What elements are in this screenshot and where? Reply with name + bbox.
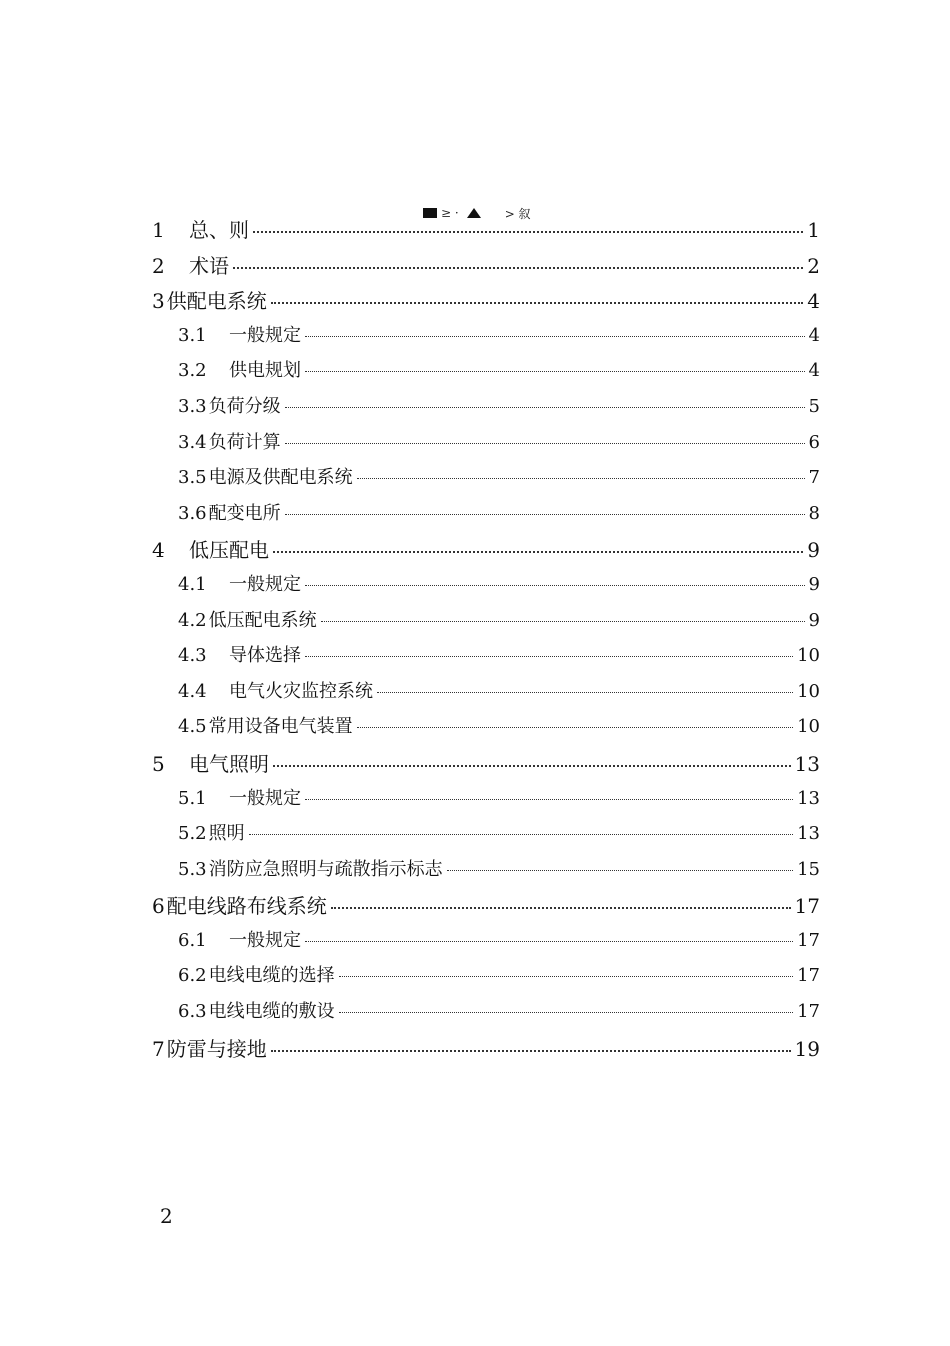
toc-entry-title: 负荷分级 xyxy=(208,395,281,417)
toc-entry[interactable] xyxy=(152,285,820,321)
toc-entry-number: 4.3 xyxy=(178,645,207,667)
toc-entry-page: 17 xyxy=(794,894,820,919)
toc-entry-number: 2 xyxy=(152,253,165,278)
table-of-contents xyxy=(152,214,820,1068)
toc-dot-leader xyxy=(339,976,793,977)
toc-entry-number: 4 xyxy=(152,538,165,563)
toc-dot-leader xyxy=(357,478,805,479)
toc-entry-title: 电线电缆的选择 xyxy=(208,965,335,987)
toc-entry-title: 防雷与接地 xyxy=(166,1036,267,1061)
toc-entry-title: 消防应急照明与疏散指示标志 xyxy=(208,858,443,880)
toc-dot-leader xyxy=(285,443,805,444)
toc-dot-leader xyxy=(305,336,805,337)
toc-entry[interactable] xyxy=(152,250,820,286)
toc-entry-title: 低压配电系统 xyxy=(208,609,317,631)
toc-entry-title: 电线电缆的敷设 xyxy=(208,1001,335,1023)
toc-entry-number: 4.1 xyxy=(178,573,207,595)
toc-entry-title: 一般规定 xyxy=(229,573,301,595)
toc-dot-leader xyxy=(339,1012,793,1013)
toc-entry-title: 配电线路布线系统 xyxy=(166,894,327,919)
toc-entry-page: 13 xyxy=(794,751,820,776)
toc-entry[interactable] xyxy=(152,890,820,926)
toc-entry-number: 5 xyxy=(152,751,165,776)
toc-entry-page: 10 xyxy=(797,645,820,667)
toc-entry-page: 13 xyxy=(797,787,820,809)
toc-entry-page: 8 xyxy=(808,502,820,524)
toc-dot-leader xyxy=(447,870,793,871)
toc-dot-leader xyxy=(305,941,793,942)
toc-entry-number: 3.3 xyxy=(178,395,207,417)
toc-entry-title: 电气照明 xyxy=(189,751,269,776)
toc-entry[interactable] xyxy=(152,1033,820,1069)
toc-entry[interactable] xyxy=(152,606,820,642)
toc-entry[interactable] xyxy=(152,677,820,713)
toc-dot-leader xyxy=(357,727,793,728)
header-right-text: > 叙 xyxy=(504,206,531,221)
toc-entry[interactable] xyxy=(152,997,820,1033)
toc-entry[interactable] xyxy=(152,356,820,392)
toc-entry-number: 6.2 xyxy=(178,965,207,987)
toc-entry[interactable] xyxy=(152,321,820,357)
toc-entry-title: 负荷计算 xyxy=(208,431,281,453)
toc-entry-number: 5.3 xyxy=(178,858,207,880)
toc-entry-number: 4.2 xyxy=(178,609,207,631)
toc-entry-title: 供电规划 xyxy=(229,360,301,382)
toc-entry-page: 9 xyxy=(808,609,820,631)
toc-entry-page: 2 xyxy=(807,253,820,278)
toc-dot-leader xyxy=(233,267,803,269)
toc-entry-number: 3.2 xyxy=(178,360,207,382)
toc-dot-leader xyxy=(305,656,793,657)
toc-dot-leader xyxy=(271,302,804,304)
header-symbol-text: ≥ · xyxy=(441,206,459,220)
toc-entry[interactable] xyxy=(152,499,820,535)
toc-entry-number: 6 xyxy=(152,894,165,919)
toc-entry[interactable] xyxy=(152,570,820,606)
toc-dot-leader xyxy=(331,907,791,909)
toc-entry-title: 术语 xyxy=(189,253,229,278)
toc-entry[interactable] xyxy=(152,428,820,464)
toc-entry-title: 电气火灾监控系统 xyxy=(229,680,373,702)
toc-dot-leader xyxy=(285,514,805,515)
toc-dot-leader xyxy=(305,585,805,586)
toc-entry[interactable] xyxy=(152,819,820,855)
toc-dot-leader xyxy=(285,407,805,408)
toc-entry-page: 17 xyxy=(797,1001,820,1023)
toc-entry-number: 6.3 xyxy=(178,1001,207,1023)
toc-entry[interactable] xyxy=(152,534,820,570)
toc-entry-page: 4 xyxy=(807,289,820,314)
toc-entry-page: 17 xyxy=(797,929,820,951)
toc-entry[interactable] xyxy=(152,463,820,499)
toc-dot-leader xyxy=(253,231,803,233)
toc-entry[interactable] xyxy=(152,392,820,428)
toc-entry-title: 常用设备电气装置 xyxy=(208,716,353,738)
toc-entry-number: 7 xyxy=(152,1036,165,1061)
toc-entry-title: 供配电系统 xyxy=(166,289,267,314)
toc-entry-title: 一般规定 xyxy=(229,324,301,346)
toc-entry-number: 4.5 xyxy=(178,716,207,738)
toc-entry-page: 13 xyxy=(797,823,820,845)
toc-entry[interactable] xyxy=(152,641,820,677)
toc-dot-leader xyxy=(271,1050,791,1052)
toc-entry-title: 照明 xyxy=(208,823,245,845)
toc-entry-number: 3.5 xyxy=(178,467,207,489)
toc-entry-title: 一般规定 xyxy=(229,929,301,951)
toc-entry-number: 5.2 xyxy=(178,823,207,845)
toc-entry-title: 低压配电 xyxy=(189,538,269,563)
toc-dot-leader xyxy=(321,621,805,622)
toc-entry-page: 19 xyxy=(794,1036,820,1061)
toc-entry-page: 4 xyxy=(808,324,820,346)
toc-dot-leader xyxy=(377,692,793,693)
toc-entry-page: 9 xyxy=(807,538,820,563)
toc-entry[interactable] xyxy=(152,926,820,962)
toc-entry-title: 电源及供配电系统 xyxy=(208,467,353,489)
toc-entry-number: 3.4 xyxy=(178,431,207,453)
toc-entry-number: 3.6 xyxy=(178,502,207,524)
toc-entry-title: 导体选择 xyxy=(229,645,301,667)
toc-entry-page: 6 xyxy=(808,431,820,453)
toc-entry-page: 5 xyxy=(808,395,820,417)
toc-entry[interactable] xyxy=(152,784,820,820)
toc-entry-page: 4 xyxy=(808,360,820,382)
toc-entry[interactable] xyxy=(152,748,820,784)
toc-entry-page: 15 xyxy=(797,858,820,880)
toc-entry-number: 5.1 xyxy=(178,787,207,809)
toc-dot-leader xyxy=(273,765,791,767)
toc-entry-page: 9 xyxy=(808,573,820,595)
toc-entry[interactable] xyxy=(152,961,820,997)
toc-dot-leader xyxy=(273,551,803,553)
toc-entry-number: 4.4 xyxy=(178,680,207,702)
toc-entry-title: 配变电所 xyxy=(208,502,281,524)
toc-entry-page: 17 xyxy=(797,965,820,987)
toc-dot-leader xyxy=(305,799,793,800)
toc-entry-number: 3.1 xyxy=(178,324,207,346)
toc-entry-title: 一般规定 xyxy=(229,787,301,809)
toc-dot-leader xyxy=(249,834,793,835)
toc-dot-leader xyxy=(305,371,805,372)
toc-entry-page: 10 xyxy=(797,680,820,702)
toc-entry-number: 6.1 xyxy=(178,929,207,951)
page-number: 2 xyxy=(160,1204,173,1228)
toc-entry[interactable] xyxy=(152,712,820,748)
toc-entry-page: 1 xyxy=(807,218,820,242)
toc-entry-title: 总、则 xyxy=(189,218,249,242)
toc-entry-number: 3 xyxy=(152,289,165,314)
toc-entry-page: 10 xyxy=(797,716,820,738)
toc-entry-number: 1 xyxy=(152,218,165,242)
toc-entry[interactable] xyxy=(152,214,820,250)
toc-entry[interactable] xyxy=(152,855,820,891)
toc-entry-page: 7 xyxy=(808,467,820,489)
